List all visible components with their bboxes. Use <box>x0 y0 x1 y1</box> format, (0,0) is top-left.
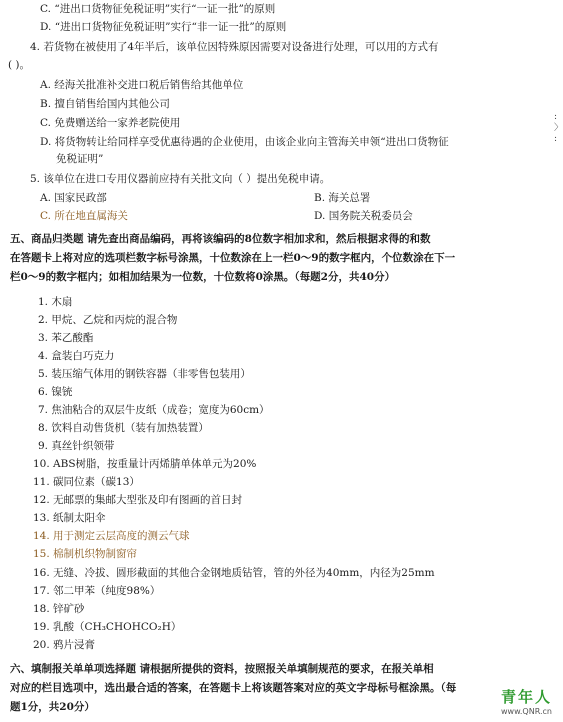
watermark-url: www.QNR.cn <box>500 707 552 716</box>
text-line: 19. 乳酸（CH₃CHOHCO₂H） <box>33 621 182 633</box>
text-line: C. 免费赠送给一家养老院使用 <box>40 117 181 129</box>
text-line: B. 擅自销售给国内其他公司 <box>40 98 170 110</box>
text-line: 2. 甲烷、乙烷和丙烷的混合物 <box>38 314 178 326</box>
text-line: 对应的栏目选项中，选出最合适的答案，在答题卡上将该题答案对应的英文字母标号框涂黑。（每 <box>10 682 457 694</box>
text-line: 题1分，共20分） <box>10 701 95 713</box>
text-line: C. 所在地直属海关 <box>40 210 128 222</box>
text-line: 15. 棉制机织物制窗帘 <box>33 548 138 560</box>
watermark-logo-text: 青年人 <box>500 688 552 706</box>
text-line: 11. 碳同位素（碳13） <box>33 476 140 488</box>
text-line: 16. 无缝、冷拔、圆形截面的其他合金钢地质钻管，管的外径为40mm，内径为25mm <box>33 567 435 579</box>
text-line: D. “进出口货物征免税证明”实行“非一证一批”的原则 <box>40 21 287 33</box>
text-line: 13. 纸制太阳伞 <box>33 512 106 524</box>
edge-mark-text: : 〉 : <box>554 112 563 144</box>
text-line: 六、填制报关单单项选择题 请根据所提供的资料，按照报关单填制规范的要求，在报关单相 <box>10 663 434 675</box>
text-line: 9. 真丝针织领带 <box>38 440 115 452</box>
text-line: D. 将货物转让给同样享受优惠待遇的企业使用，由该企业向主管海关申领“进出口货物征 <box>40 136 449 148</box>
text-line: 栏0～9的数字框内；如相加结果为一位数，十位数将0涂黑。（每题2分，共40分） <box>10 271 396 283</box>
text-line: 17. 邻二甲苯（纯度98%） <box>33 585 161 597</box>
text-line: D. 国务院关税委员会 <box>314 210 413 222</box>
text-line: 4. 盒装白巧克力 <box>38 350 115 362</box>
text-line: C. “进出口货物征免税证明”实行“一证一批”的原则 <box>40 3 276 15</box>
text-line: 3. 苯乙酸酯 <box>38 332 94 344</box>
text-line: 20. 鸦片浸膏 <box>33 639 96 651</box>
text-line: 14. 用于测定云层高度的测云气球 <box>33 530 190 542</box>
text-line: 7. 焦油粘合的双层牛皮纸（成卷；宽度为60cm） <box>38 404 270 416</box>
text-line: 4. 若货物在被使用了4年半后，该单位因特殊原因需要对设备进行处理，可以用的方式有 <box>30 41 439 53</box>
text-line: 8. 饮料自动售货机（装有加热装置） <box>38 422 209 434</box>
text-line: 10. ABS树脂，按重量计丙烯腈单体单元为20% <box>33 458 257 470</box>
text-line: 5. 该单位在进口专用仪器前应持有关批文向（ ）提出免税申请。 <box>30 173 331 185</box>
text-line: 5. 装压缩气体用的钢铁容器（非零售包装用） <box>38 368 251 380</box>
text-line: A. 经海关批准补交进口税后销售给其他单位 <box>40 79 244 91</box>
text-line: A. 国家民政部 <box>40 192 107 204</box>
text-line: 五、商品归类题 请先查出商品编码，再将该编码的8位数字相加求和，然后根据求得的和数 <box>10 233 431 245</box>
text-line: ( )。 <box>8 59 31 71</box>
text-line: B. 海关总署 <box>314 192 371 204</box>
text-line: 18. 锌矿砂 <box>33 603 85 615</box>
page-edge-mark <box>554 112 563 156</box>
text-line: 免税证明” <box>56 153 104 165</box>
watermark <box>501 686 552 716</box>
text-line: 在答题卡上将对应的选项栏数字标号涂黑，十位数涂在上一栏0～9的数字框内，个位数涂在下一 <box>10 252 456 264</box>
text-line: 12. 无邮票的集邮大型张及印有图画的首日封 <box>33 494 243 506</box>
text-line: 1. 木扇 <box>38 296 73 308</box>
text-line: 6. 镍铳 <box>38 386 73 398</box>
